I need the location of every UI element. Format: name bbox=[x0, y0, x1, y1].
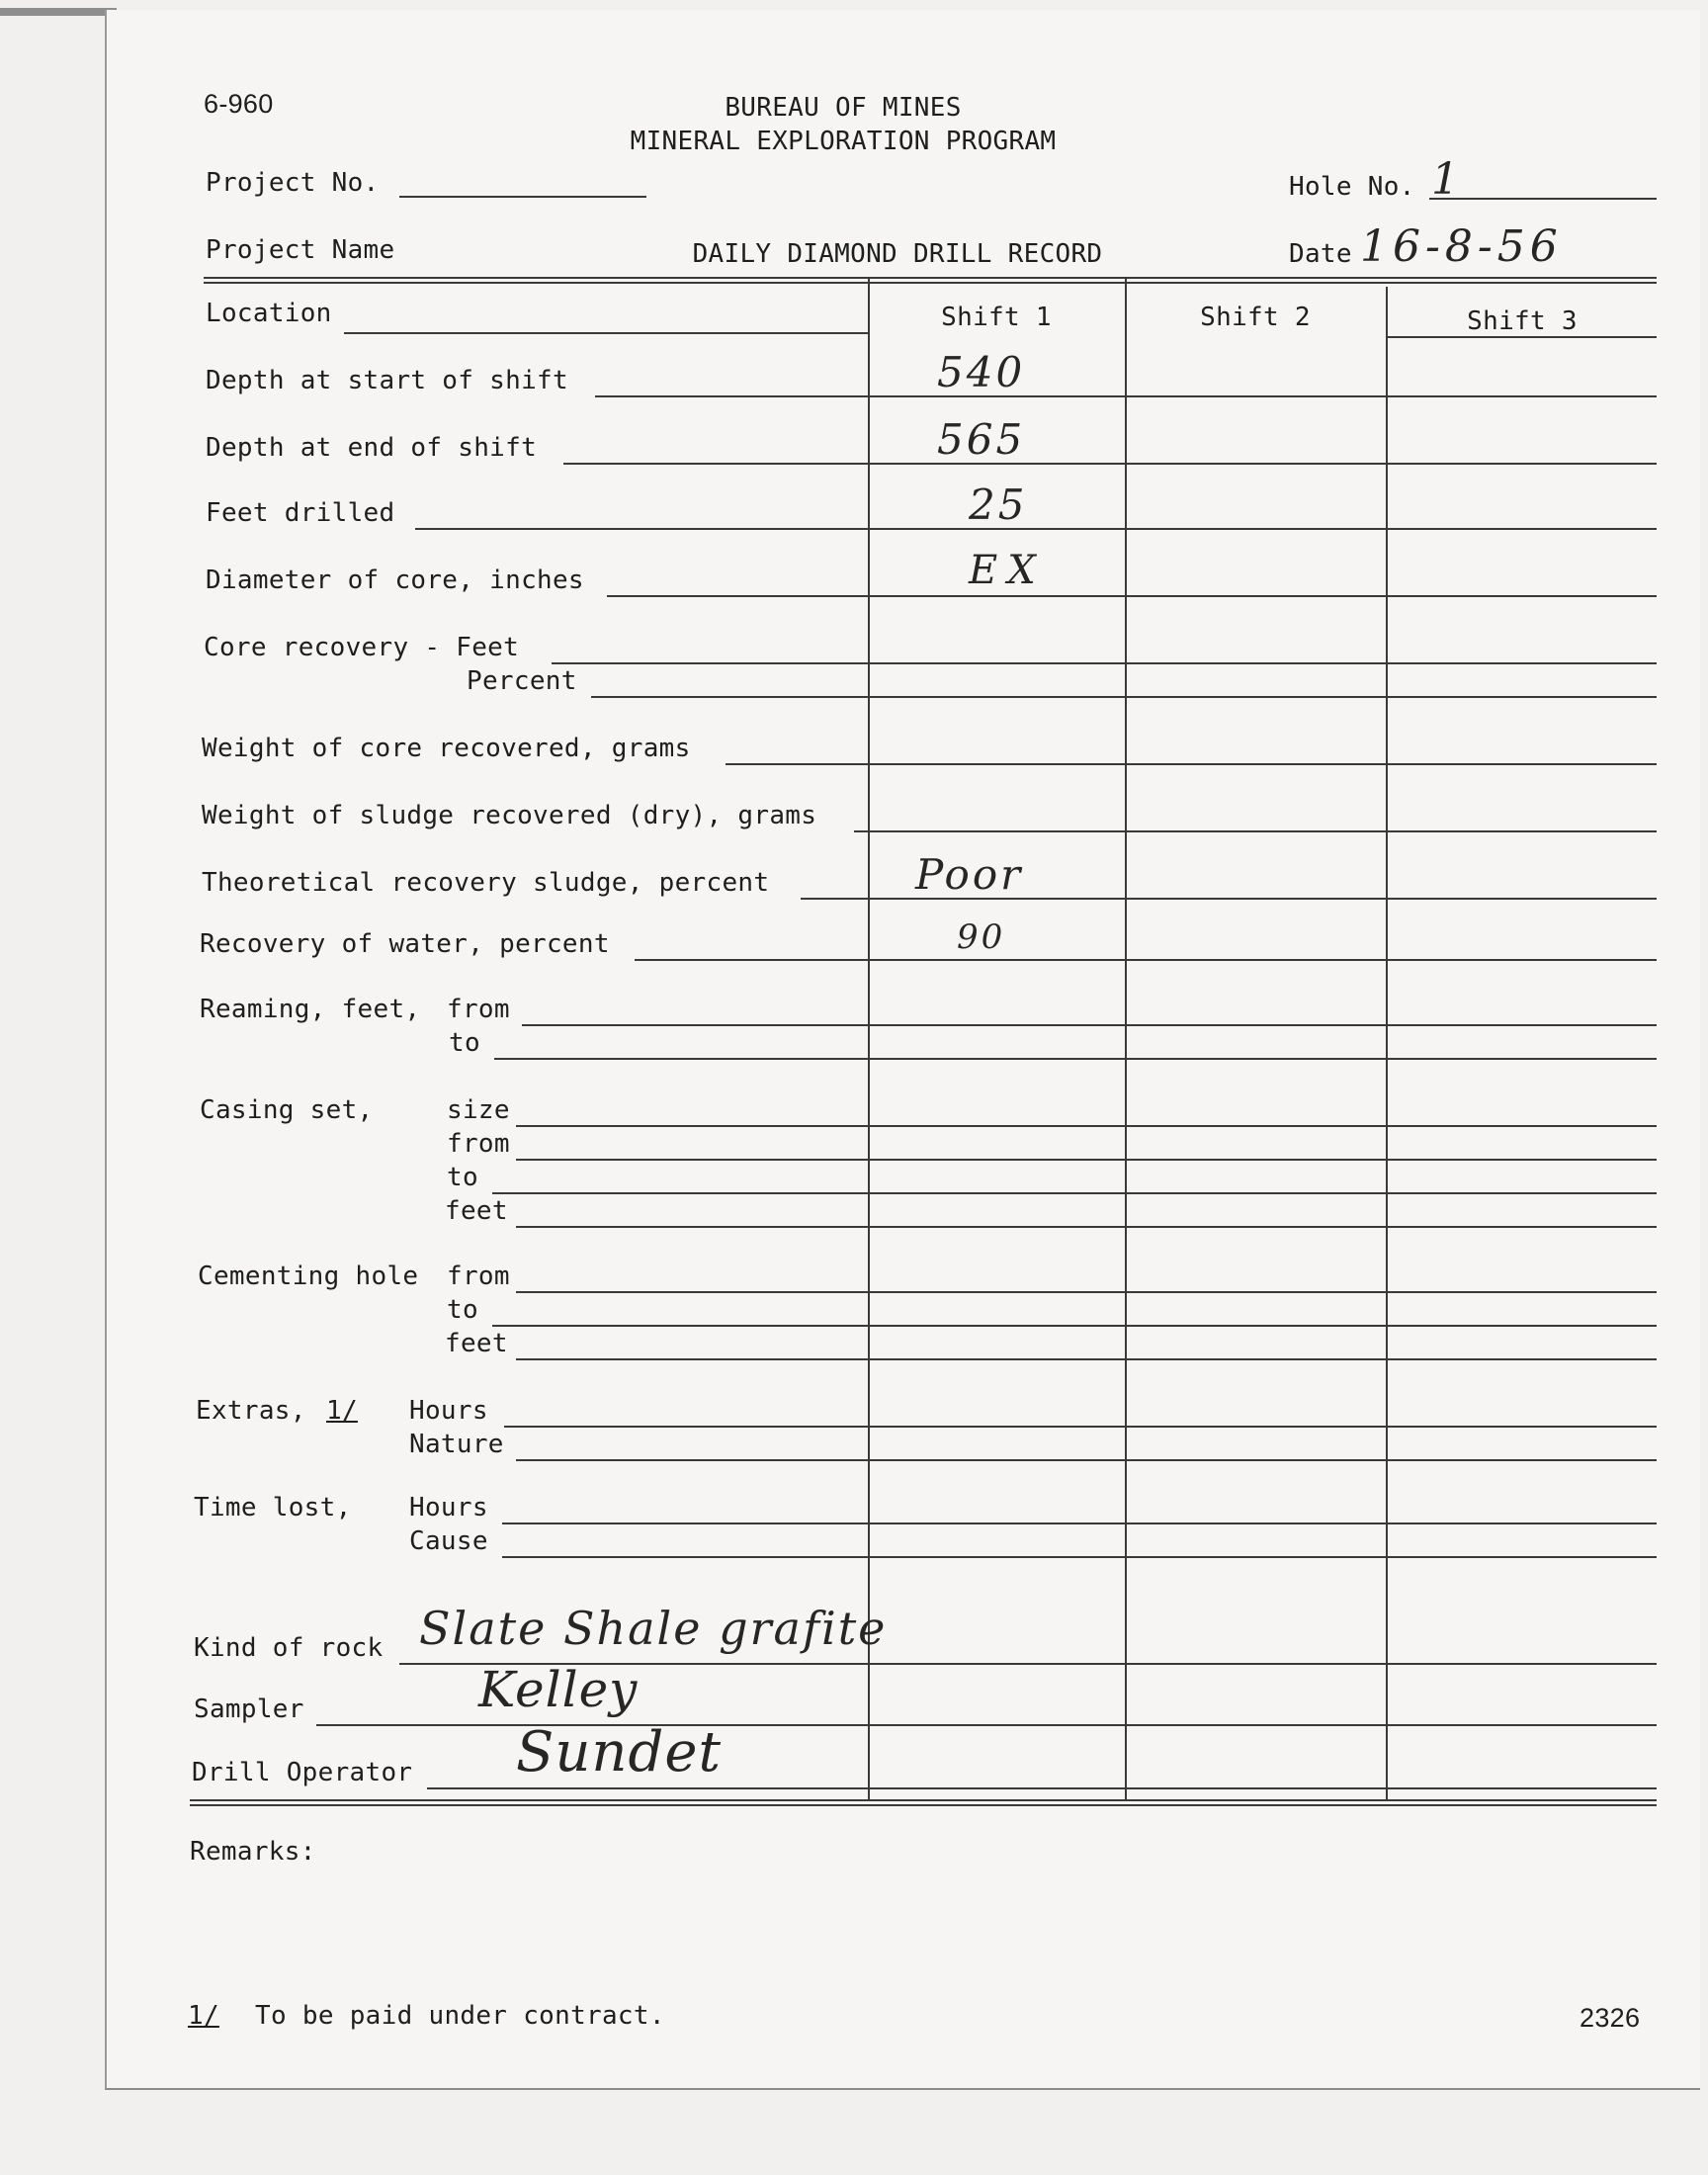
weight-core-field[interactable] bbox=[726, 763, 1657, 765]
document-number: 2326 bbox=[1580, 2003, 1641, 2033]
shift-3-header: Shift 3 bbox=[1467, 306, 1578, 336]
extras-label: Extras, bbox=[196, 1396, 306, 1426]
extras-nature-field[interactable] bbox=[516, 1459, 1657, 1461]
location-field[interactable] bbox=[344, 332, 868, 334]
casing-from-field[interactable] bbox=[516, 1159, 1657, 1161]
casing-from-label: from bbox=[447, 1129, 510, 1159]
recovery-water-label: Recovery of water, percent bbox=[200, 929, 610, 959]
time-lost-label: Time lost, bbox=[194, 1493, 352, 1522]
record-title: DAILY DIAMOND DRILL RECORD bbox=[692, 239, 1103, 269]
depth-start-value: 540 bbox=[937, 348, 1026, 396]
diameter-field[interactable] bbox=[607, 595, 1657, 597]
time-lost-hours-label: Hours bbox=[409, 1493, 488, 1522]
extras-hours-field[interactable] bbox=[504, 1426, 1657, 1428]
reaming-label: Reaming, feet, bbox=[200, 995, 421, 1024]
project-no-field[interactable] bbox=[399, 196, 646, 198]
header-rule-1 bbox=[204, 277, 1657, 279]
feet-drilled-value: 25 bbox=[969, 480, 1028, 529]
date-value: 16-8-56 bbox=[1360, 221, 1563, 272]
footer-rule-1 bbox=[190, 1799, 1657, 1801]
diameter-label: Diameter of core, inches bbox=[206, 566, 584, 595]
time-lost-cause-field[interactable] bbox=[502, 1556, 1657, 1558]
depth-start-field[interactable] bbox=[595, 395, 1657, 397]
shift-3-header-rule bbox=[1386, 336, 1657, 338]
cementing-feet-label: feet bbox=[445, 1329, 508, 1358]
core-recovery-feet-field[interactable] bbox=[552, 662, 1657, 664]
weight-core-label: Weight of core recovered, grams bbox=[202, 734, 691, 763]
recovery-water-field[interactable] bbox=[635, 959, 1657, 961]
reaming-to-label: to bbox=[449, 1028, 480, 1058]
casing-size-label: size bbox=[447, 1095, 510, 1125]
scan-edge-mark bbox=[0, 8, 117, 16]
sampler-label: Sampler bbox=[194, 1695, 304, 1724]
cementing-to-label: to bbox=[447, 1295, 478, 1325]
casing-to-field[interactable] bbox=[492, 1192, 1657, 1194]
core-recovery-percent-field[interactable] bbox=[591, 696, 1657, 698]
extras-note-ref: 1/ bbox=[326, 1396, 358, 1426]
casing-feet-field[interactable] bbox=[516, 1226, 1657, 1228]
remarks-label: Remarks: bbox=[190, 1837, 316, 1867]
theoretical-label: Theoretical recovery sludge, percent bbox=[202, 868, 770, 898]
drill-operator-label: Drill Operator bbox=[192, 1758, 413, 1787]
time-lost-hours-field[interactable] bbox=[502, 1522, 1657, 1524]
header-rule-2 bbox=[204, 282, 1657, 284]
drill-operator-value: Sundet bbox=[516, 1720, 722, 1784]
depth-end-field[interactable] bbox=[563, 463, 1657, 465]
depth-start-label: Depth at start of shift bbox=[206, 366, 568, 395]
feet-drilled-label: Feet drilled bbox=[206, 498, 395, 528]
shift-1-header: Shift 1 bbox=[941, 303, 1052, 332]
hole-no-label: Hole No. bbox=[1289, 172, 1415, 202]
footer-rule-2 bbox=[190, 1804, 1657, 1806]
cementing-label: Cementing hole bbox=[198, 1262, 419, 1291]
casing-to-label: to bbox=[447, 1163, 478, 1192]
extras-hours-label: Hours bbox=[409, 1396, 488, 1426]
kind-of-rock-value: Slate Shale grafite bbox=[419, 1602, 888, 1655]
reaming-to-field[interactable] bbox=[494, 1058, 1657, 1060]
recovery-water-value: 90 bbox=[957, 917, 1006, 957]
project-no-label: Project No. bbox=[206, 168, 380, 198]
cementing-to-field[interactable] bbox=[492, 1325, 1657, 1327]
core-percent-label: Percent bbox=[467, 666, 577, 696]
kind-of-rock-label: Kind of rock bbox=[194, 1633, 384, 1663]
casing-size-field[interactable] bbox=[516, 1125, 1657, 1127]
theoretical-value: Poor bbox=[915, 850, 1024, 899]
extras-nature-label: Nature bbox=[409, 1430, 504, 1459]
core-recovery-label: Core recovery - Feet bbox=[204, 633, 520, 662]
column-divider-1 bbox=[868, 277, 870, 1801]
weight-sludge-label: Weight of sludge recovered (dry), grams bbox=[202, 801, 817, 830]
time-lost-cause-label: Cause bbox=[409, 1526, 488, 1556]
reaming-from-label: from bbox=[447, 995, 510, 1024]
sampler-value: Kelley bbox=[478, 1661, 639, 1718]
drill-operator-field[interactable] bbox=[427, 1787, 1657, 1789]
agency-title: BUREAU OF MINES bbox=[725, 93, 962, 123]
footnote-ref: 1/ bbox=[188, 2001, 219, 2031]
program-title: MINERAL EXPLORATION PROGRAM bbox=[630, 127, 1057, 156]
date-label: Date bbox=[1289, 239, 1352, 269]
cementing-from-field[interactable] bbox=[516, 1291, 1657, 1293]
form-number: 6-960 bbox=[204, 89, 274, 119]
location-label: Location bbox=[206, 299, 332, 328]
column-divider-2 bbox=[1125, 277, 1127, 1801]
depth-end-label: Depth at end of shift bbox=[206, 433, 538, 463]
column-divider-3 bbox=[1386, 287, 1388, 1801]
cementing-from-label: from bbox=[447, 1262, 510, 1291]
form-sheet bbox=[105, 10, 1700, 2090]
cementing-feet-field[interactable] bbox=[516, 1358, 1657, 1360]
reaming-from-field[interactable] bbox=[522, 1024, 1657, 1026]
casing-label: Casing set, bbox=[200, 1095, 374, 1125]
footnote-text: To be paid under contract. bbox=[255, 2001, 665, 2031]
shift-2-header: Shift 2 bbox=[1200, 303, 1311, 332]
casing-feet-label: feet bbox=[445, 1196, 508, 1226]
project-name-label: Project Name bbox=[206, 235, 395, 265]
weight-sludge-field[interactable] bbox=[854, 830, 1657, 832]
hole-no-value: 1 bbox=[1431, 154, 1462, 205]
feet-drilled-field[interactable] bbox=[415, 528, 1657, 530]
diameter-value: EX bbox=[969, 548, 1046, 593]
hole-no-field[interactable] bbox=[1429, 198, 1657, 200]
depth-end-value: 565 bbox=[937, 415, 1026, 464]
